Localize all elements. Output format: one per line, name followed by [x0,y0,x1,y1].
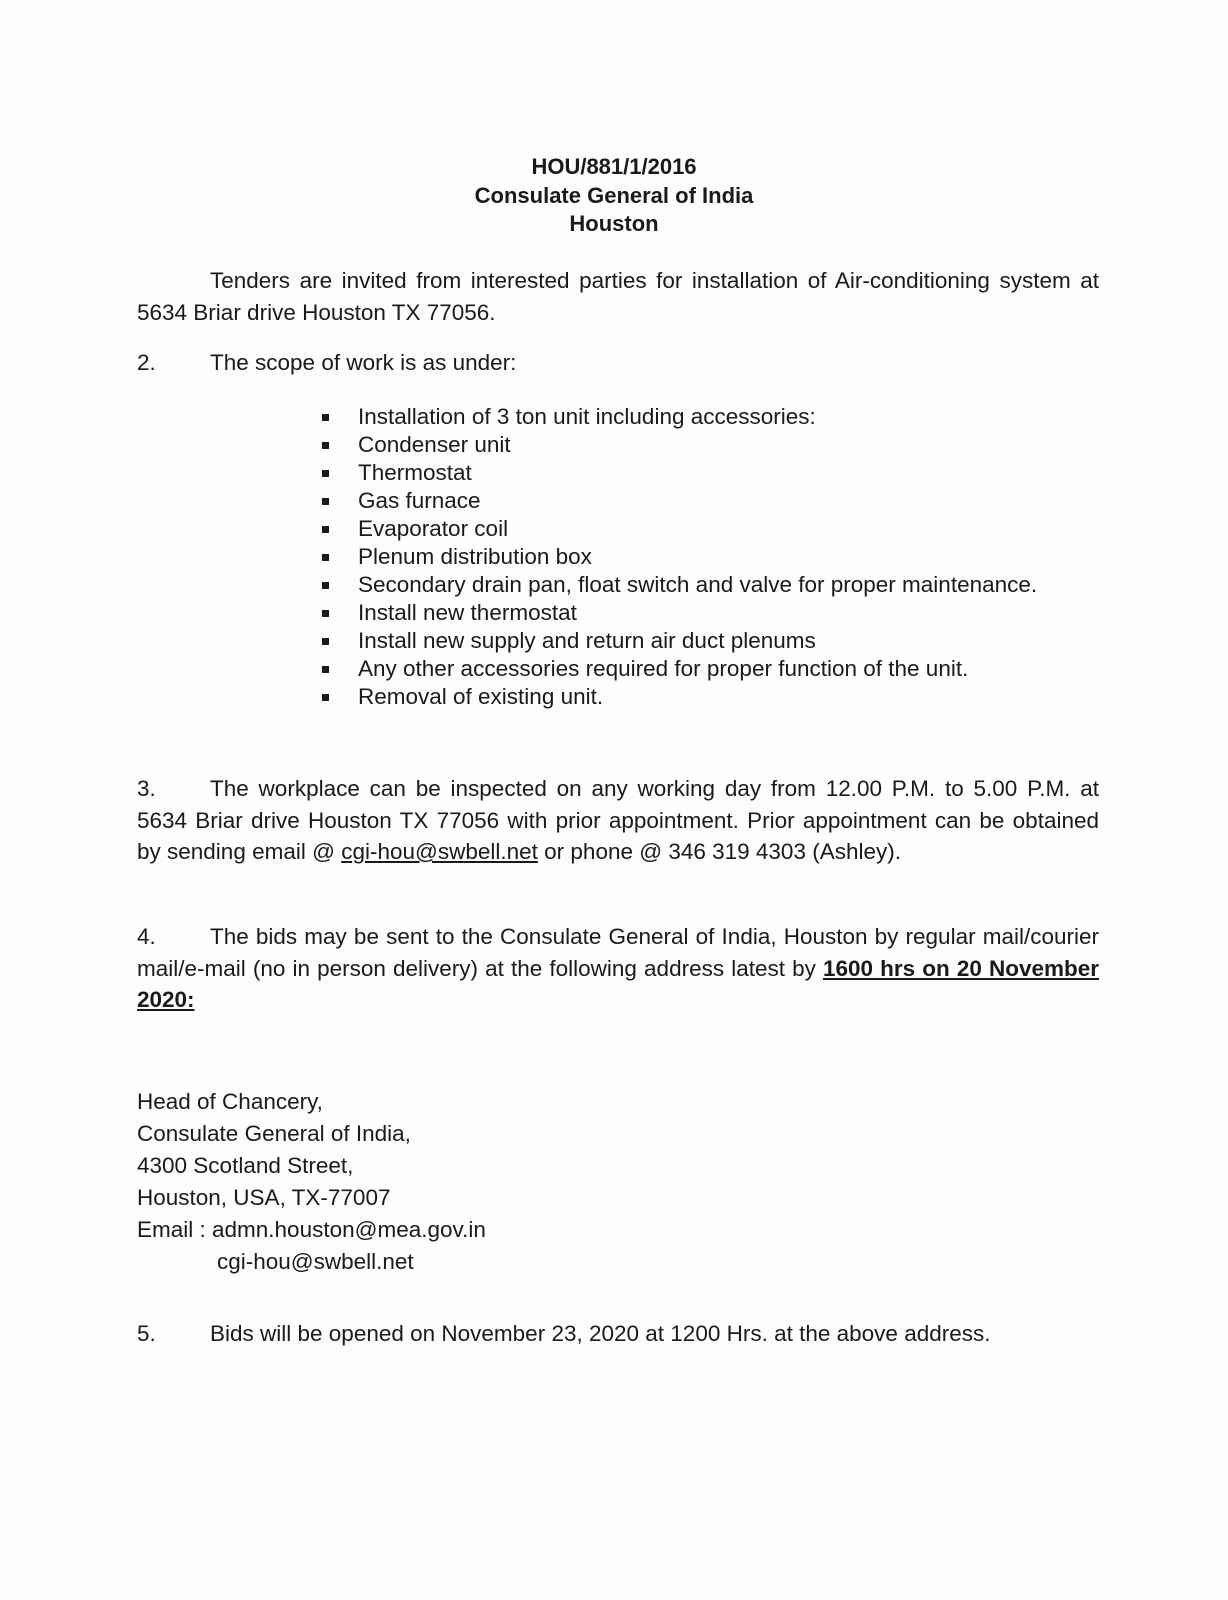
list-item: Condenser unit [318,431,1038,459]
list-item: Evaporator coil [318,515,1038,543]
email-link[interactable]: cgi-hou@swbell.net [341,839,538,864]
section-4-paragraph [137,921,1099,1016]
section-2-paragraph [137,347,1099,379]
list-item: Thermostat [318,459,1038,487]
scope-list [318,403,1038,711]
document-city: Houston [569,211,659,236]
list-item: Removal of existing unit. [318,683,1038,711]
intro-paragraph: Tenders are invited from interested parties for installation of Air-conditioning system at 5634 Briar drive Houston TX 77056. [137,268,1099,325]
section-3-paragraph [137,773,1099,868]
list-item: Gas furnace [318,487,1038,515]
list-item: Secondary drain pan, float switch and valve for proper maintenance. [318,571,1038,599]
list-item: Any other accessories required for proper function of the unit. [318,655,1038,683]
section-3-number: 3. [137,776,156,801]
address-email: Email : admn.houston@mea.gov.in [137,1217,486,1242]
deadline-text: 1600 hrs on 20 November 2020: [137,955,1099,1012]
section-2-text: The scope of work is as under: [210,350,517,375]
mailing-address [137,1086,486,1278]
section-5-text: Bids will be opened on November 23, 2020 at 1200 Hrs. at the above address. [210,1321,991,1346]
address-email-secondary: cgi-hou@swbell.net [217,1249,414,1274]
address-line: Head of Chancery, [137,1089,323,1114]
document-reference: HOU/881/1/2016 [531,154,697,179]
list-item: Install new thermostat [318,599,1038,627]
section-5-paragraph [137,1318,1099,1350]
list-item: Install new supply and return air duct plenums [318,627,1038,655]
section-3-text-after: or phone @ 346 319 4303 (Ashley). [537,839,901,864]
list-item: Plenum distribution box [318,543,1038,571]
document-organization: Consulate General of India [474,183,754,208]
section-5-number: 5. [137,1321,156,1346]
address-line: Houston, USA, TX-77007 [137,1185,391,1210]
section-2-number: 2. [137,350,156,375]
address-line: 4300 Scotland Street, [137,1153,354,1178]
address-line: Consulate General of India, [137,1121,411,1146]
section-4-text: The bids may be sent to the Consulate General of India, Houston by regular mail/courier mail/e-mail (no in person delivery) at the following address latest by [137,924,1099,981]
section-4-number: 4. [137,924,156,949]
section-3-text: The workplace can be inspected on any working day from 12.00 P.M. to 5.00 P.M. at 5634 Briar drive Houston TX 77056 with prior appointment. Prior appointment can be obtained by sending email @ [137,776,1099,864]
list-item: Installation of 3 ton unit including accessories: [318,403,1038,431]
